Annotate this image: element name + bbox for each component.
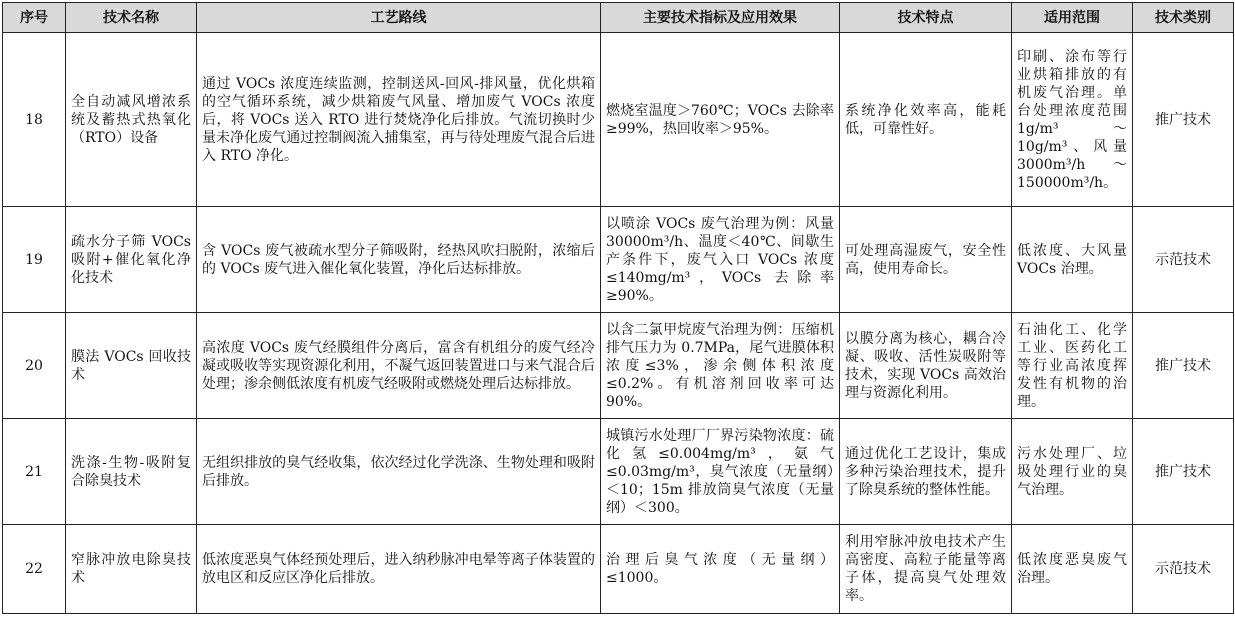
cell-scope: 石油化工、化学工业、医药化工等行业高浓度挥发性有机物的治理。 — [1012, 313, 1133, 419]
header-scope: 适用范围 — [1012, 3, 1133, 33]
cell-indicators: 以喷涂 VOCs 废气治理为例：风量 30000m³/h、温度＜40℃、间歇生产条件下，废气入口 VOCs 浓度≤140mg/m³，VOCs 去除率≥90%。 — [601, 207, 840, 313]
cell-scope: 印刷、涂布等行业烘箱排放的有机废气治理。单台处理浓度范围 1g/m³ ～10g/m³、风量3000m³/h ～150000m³/h。 — [1012, 33, 1133, 207]
cell-route: 无组织排放的臭气经收集，依次经过化学洗涤、生物处理和吸附后排放。 — [197, 419, 601, 525]
cell-scope: 低浓度恶臭废气治理。 — [1012, 525, 1133, 614]
cell-features: 可处理高湿废气，安全性高，使用寿命长。 — [840, 207, 1012, 313]
cell-indicators: 治理后臭气浓度（无量纲）≤1000。 — [601, 525, 840, 614]
cell-features: 以膜分离为核心，耦合冷凝、吸收、活性炭吸附等技术，实现 VOCs 高效治理与资源化利用。 — [840, 313, 1012, 419]
table-row — [3, 33, 1234, 207]
cell-scope: 污水处理厂、垃圾处理行业的臭气治理。 — [1012, 419, 1133, 525]
cell-name: 疏水分子筛 VOCs 吸附+催化氧化净化技术 — [66, 207, 197, 313]
cell-no: 22 — [3, 525, 66, 614]
cell-name: 膜法 VOCs 回收技术 — [66, 313, 197, 419]
header-no: 序号 — [3, 3, 66, 33]
table-row — [3, 207, 1234, 313]
cell-features: 系统净化效率高，能耗低，可靠性好。 — [840, 33, 1012, 207]
cell-route: 低浓度恶臭气体经预处理后，进入纳秒脉冲电晕等离子体装置的放电区和反应区净化后排放。 — [197, 525, 601, 614]
cell-features: 通过优化工艺设计，集成多种污染治理技术，提升了除臭系统的整体性能。 — [840, 419, 1012, 525]
cell-route: 高浓度 VOCs 废气经膜组件分离后，富含有机组分的废气经冷凝或吸收等实现资源化利用，不凝气返回装置进口与来气混合后处理；渗余侧低浓度有机废气经吸附或燃烧处理后达标排放。 — [197, 313, 601, 419]
cell-no: 21 — [3, 419, 66, 525]
technology-table — [2, 2, 1234, 614]
header-row — [3, 3, 1234, 33]
header-name: 技术名称 — [66, 3, 197, 33]
header-features: 技术特点 — [840, 3, 1012, 33]
table-row — [3, 419, 1234, 525]
cell-indicators: 以含二氯甲烷废气治理为例：压缩机排气压力为 0.7MPa，尾气进膜体积浓度≤3%，渗余侧体积浓度≤0.2%。有机溶剂回收率可达 90%。 — [601, 313, 840, 419]
cell-name: 窄脉冲放电除臭技术 — [66, 525, 197, 614]
cell-category: 示范技术 — [1133, 525, 1234, 614]
cell-name: 全自动减风增浓系统及蓄热式热氧化（RTO）设备 — [66, 33, 197, 207]
cell-indicators: 城镇污水处理厂厂界污染物浓度：硫化氢≤0.004mg/m³，氨气≤0.03mg/m³，臭气浓度（无量纲）＜10；15m 排放筒臭气浓度（无量纲）＜300。 — [601, 419, 840, 525]
table-row — [3, 313, 1234, 419]
cell-category: 推广技术 — [1133, 313, 1234, 419]
cell-route: 含 VOCs 废气被疏水型分子筛吸附，经热风吹扫脱附，浓缩后的 VOCs 废气进入催化氧化装置，净化后达标排放。 — [197, 207, 601, 313]
header-category: 技术类别 — [1133, 3, 1234, 33]
header-indicators: 主要技术指标及应用效果 — [601, 3, 840, 33]
cell-no: 19 — [3, 207, 66, 313]
header-route: 工艺路线 — [197, 3, 601, 33]
cell-route: 通过 VOCs 浓度连续监测，控制送风-回风-排风量，优化烘箱的空气循环系统，减少烘箱废气风量、增加废气 VOCs 浓度后，将 VOCs 送入 RTO 进行焚烧净化后排放。气流切换时少量未净化废气通过控制阀流入捕集室，再与待处理废气混合后进入 RTO 净化。 — [197, 33, 601, 207]
cell-category: 推广技术 — [1133, 33, 1234, 207]
cell-features: 利用窄脉冲放电技术产生高密度、高粒子能量等离子体，提高臭气处理效率。 — [840, 525, 1012, 614]
cell-no: 18 — [3, 33, 66, 207]
cell-category: 推广技术 — [1133, 419, 1234, 525]
cell-indicators: 燃烧室温度＞760℃；VOCs 去除率≥99%，热回收率＞95%。 — [601, 33, 840, 207]
cell-scope: 低浓度、大风量 VOCs 治理。 — [1012, 207, 1133, 313]
cell-no: 20 — [3, 313, 66, 419]
table-row — [3, 525, 1234, 614]
cell-name: 洗涤-生物-吸附复合除臭技术 — [66, 419, 197, 525]
cell-category: 示范技术 — [1133, 207, 1234, 313]
